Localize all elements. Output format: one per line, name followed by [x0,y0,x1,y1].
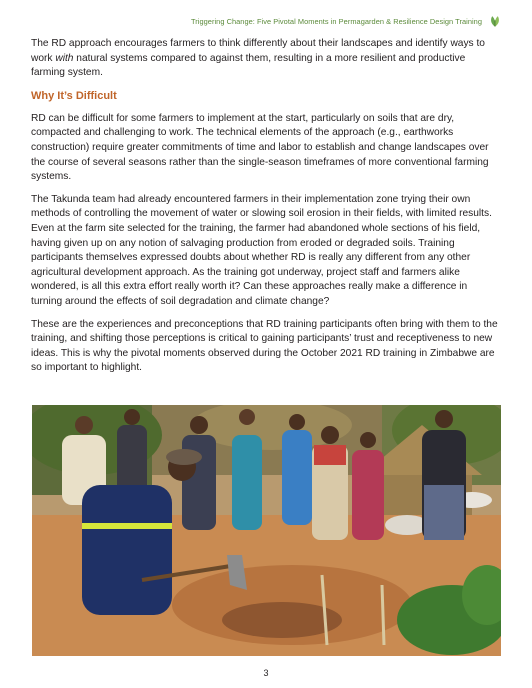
page-body [31,37,501,384]
training-photo [32,405,501,656]
body-paragraph: The Takunda team had already encountered farmers in their implementation zone trying their own methods of controlling the movement of water or slowing soil erosion in their fields, with limited results. Even at the farm site selected for the training, the farmer had abandoned whole sections of his field, having given up on any notion of salvaging production from eroded or degraded soils. Training participants themselves expressed doubts about whether RD is really any different from any other agricultural development approach. As the training got underway, project staff and farmers alike wondered, is all this extra effort really worth it? Can these approaches really make a difference in turning around the effects of soil degradation and climate change? [31,193,492,307]
intro-paragraph [31,37,501,81]
body-paragraph: These are the experiences and preconceptions that RD training participants often bring with them to the training, and shifting those perceptions is critical to gaining participants’ trust and receptiveness to new ideas. This is why the pivotal moments observed during the October 2021 RD training in Zimbabwe are so important to highlight. [31,318,498,374]
page-number: 3 [263,668,269,678]
intro-text-end: natural systems compared to against them, resulting in a more resilient and productive farming system. [31,52,466,79]
intro-text-start: The RD approach encourages farmers to think differently about their landscapes and identify ways to work [31,38,485,64]
intro-emphasis: with [55,52,74,64]
leaf-logo-icon [488,14,502,28]
body-paragraph: RD can be difficult for some farmers to implement at the start, particularly on soils that are dry, compacted and challenging to work. The technical elements of the approach (e.g., earthworks construction) require greater commitments of time and labor to establish and change landscapes over the course of several seasons rather than the single-season timeframes of more conventional farming systems. [31,112,489,183]
running-header [191,14,502,28]
section-heading: Why It’s Difficult [31,89,117,102]
running-title: Triggering Change: Five Pivotal Moments in Permagarden & Resilience Design Training [190,16,482,26]
